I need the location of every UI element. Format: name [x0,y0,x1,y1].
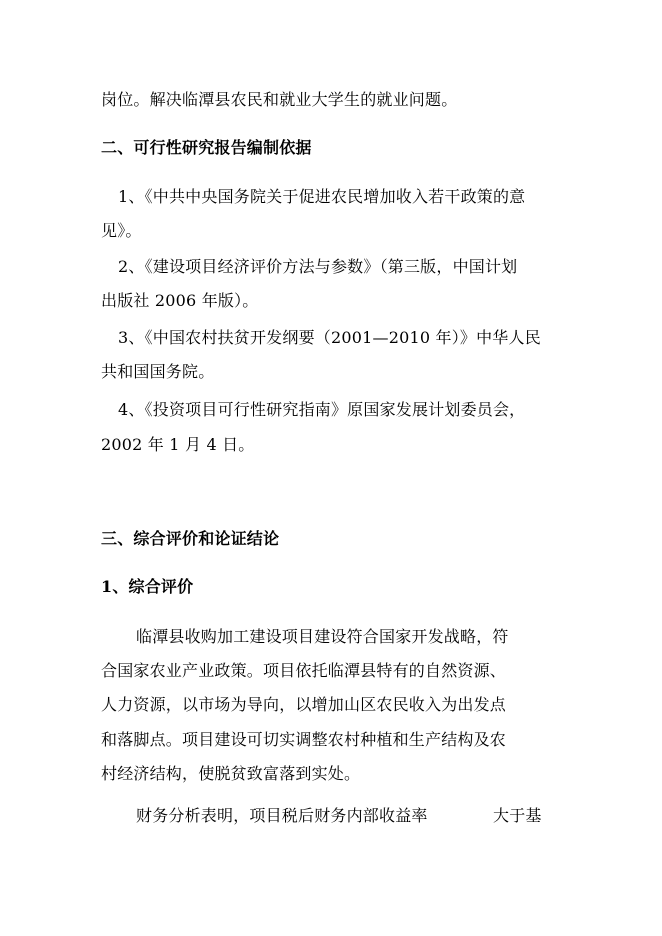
paragraph1-line5: 村经济结构，使脱贫致富落到实处。 [101,764,361,783]
reference-item-3-line2: 共和国国务院。 [101,362,215,381]
reference-item-2-line2: 出版社 2006 年版）。 [101,291,259,310]
section3-subheading: 1、综合评价 [101,577,194,596]
paragraph2-part2: 大于基 [493,806,542,825]
reference-item-2-line1: 2、《建设项目经济评价方法与参数》（第三版，中国计划 [118,257,518,276]
reference-item-1-line1: 1、《中共中央国务院关于促进农民增加收入若干政策的意 [118,187,526,206]
reference-item-4-line2: 2002 年 1 月 4 日。 [101,435,255,454]
paragraph1-line2: 合国家农业产业政策。项目依托临潭县特有的自然资源、 [101,661,507,680]
paragraph1-line1: 临潭县收购加工建设项目建设符合国家开发战略，符 [136,627,509,646]
paragraph2-part1: 财务分析表明，项目税后财务内部收益率 [136,806,428,825]
reference-item-4-line1: 4、《投资项目可行性研究指南》原国家发展计划委员会， [118,400,526,419]
section2-heading: 二、可行性研究报告编制依据 [101,138,312,157]
reference-item-3-line1: 3、《中国农村扶贫开发纲要（2001—2010 年）》中华人民 [118,328,541,347]
paragraph1-line4: 和落脚点。项目建设可切实调整农村种植和生产结构及农 [101,730,507,749]
section3-heading: 三、综合评价和论证结论 [101,529,280,548]
reference-item-1-line2: 见》。 [101,221,142,240]
paragraph1-line3: 人力资源，以市场为导向，以增加山区农民收入为出发点 [101,695,507,714]
intro-tail-text: 岗位。解决临潭县农民和就业大学生的就业问题。 [101,90,458,109]
